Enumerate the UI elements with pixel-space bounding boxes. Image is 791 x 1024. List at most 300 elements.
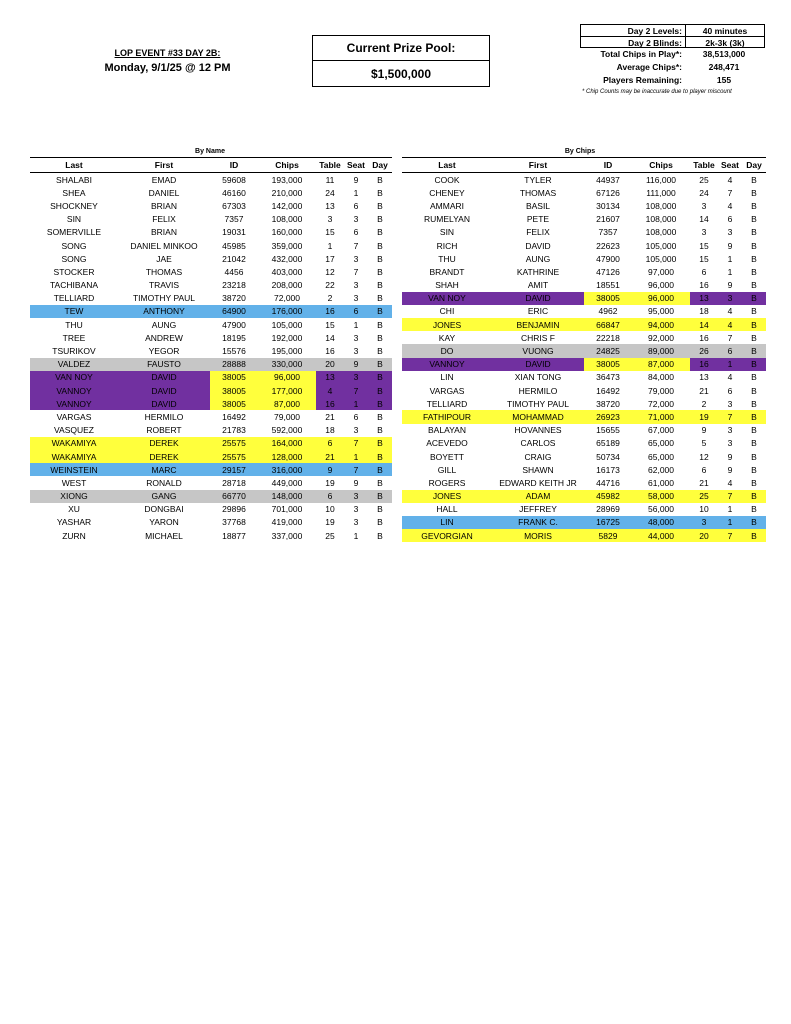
table-row	[30, 265, 392, 278]
cell-first: MORIS	[492, 529, 584, 542]
cell-id: 16725	[584, 516, 632, 529]
table-row	[30, 239, 392, 252]
cell-id: 7357	[224, 214, 244, 225]
cell-chips: 87,000	[258, 397, 316, 410]
cell-id: 7357	[598, 227, 618, 238]
table-row	[30, 186, 392, 199]
cell-last: DO	[402, 344, 492, 357]
cell-last: TELLIARD	[426, 398, 468, 409]
cell-day: B	[751, 227, 757, 238]
cell-seat: 9	[727, 451, 733, 462]
cell-last: CHI	[439, 306, 455, 317]
cell-chips: 79,000	[648, 385, 674, 396]
cell-day: B	[751, 214, 757, 225]
cell-table: 10	[325, 504, 335, 515]
cell-last: AMMARI	[430, 200, 464, 211]
cell-day: B	[377, 411, 383, 422]
cell-seat: 7	[353, 240, 359, 251]
cell-id: 59608	[222, 174, 246, 185]
cell-chips: 87,000	[632, 358, 690, 371]
cell-table: 13	[699, 372, 709, 383]
cell-chips: 108,000	[645, 227, 677, 238]
cell-id: 38005	[584, 292, 632, 305]
cell-seat: 3	[353, 293, 359, 304]
cell-id: 36473	[596, 372, 620, 383]
stat-row-total-chips	[580, 48, 766, 60]
cell-day: B	[368, 450, 392, 463]
cell-last: VAN NOY	[402, 292, 492, 305]
cell-last: TSURIKOV	[52, 346, 96, 357]
cell-first: FELIX	[152, 214, 176, 225]
cell-seat: 3	[353, 504, 359, 515]
cell-seat: 1	[727, 266, 733, 277]
cell-first: THOMAS	[145, 266, 183, 277]
cell-chips: 95,000	[648, 306, 674, 317]
table-row	[402, 384, 766, 397]
cell-day: B	[751, 372, 757, 383]
cell-first: JEFFREY	[519, 504, 557, 515]
cell-table: 6	[316, 437, 344, 450]
cell-last: SHALABI	[56, 174, 92, 185]
col-table: Table	[316, 158, 344, 173]
cell-last: ZURN	[62, 530, 86, 541]
cell-table: 1	[327, 240, 333, 251]
cell-chips: 94,000	[632, 318, 690, 331]
cell-table: 20	[316, 358, 344, 371]
cell-id: 4456	[224, 266, 244, 277]
cell-id: 66770	[210, 490, 258, 503]
table-row	[402, 476, 766, 489]
cell-table: 16	[699, 332, 709, 343]
cell-seat: 3	[353, 517, 359, 528]
stat-value: 40 minutes	[685, 24, 765, 36]
cell-seat: 1	[727, 253, 733, 264]
cell-seat: 6	[353, 200, 359, 211]
table-row	[30, 476, 392, 489]
cell-table: 16	[316, 397, 344, 410]
cell-table: 25	[325, 530, 335, 541]
cell-first: DEREK	[118, 450, 210, 463]
cell-chips: 111,000	[646, 187, 676, 198]
cell-last: JONES	[402, 490, 492, 503]
table-row	[30, 437, 392, 450]
cell-chips: 84,000	[648, 372, 674, 383]
chip-count-footnote: * Chip Counts may be inaccurate due to player miscount	[582, 89, 732, 95]
table-row	[30, 358, 392, 371]
cell-id: 46160	[222, 187, 246, 198]
cell-first: KATHRINE	[516, 266, 560, 277]
cell-first: TRAVIS	[148, 280, 180, 291]
cell-table: 21	[325, 411, 335, 422]
cell-table: 24	[699, 187, 709, 198]
cell-table: 3	[327, 214, 333, 225]
cell-table: 16	[699, 280, 709, 291]
cell-id: 21783	[222, 425, 246, 436]
cell-table: 5	[701, 438, 707, 449]
cell-last: VARGAS	[56, 411, 92, 422]
table-row	[402, 318, 766, 331]
cell-chips: 44,000	[632, 529, 690, 542]
table-row	[402, 424, 766, 437]
cell-seat: 1	[353, 319, 359, 330]
cell-last: TEW	[30, 305, 118, 318]
cell-first: YEGOR	[148, 346, 180, 357]
cell-chips: 116,000	[645, 174, 677, 185]
cell-first: PETE	[526, 214, 550, 225]
cell-table: 20	[690, 529, 718, 542]
cell-last: STOCKER	[53, 266, 95, 277]
cell-id: 24825	[584, 344, 632, 357]
cell-last: BOYETT	[429, 451, 464, 462]
stat-label: Average Chips*:	[616, 62, 682, 72]
cell-day: B	[368, 490, 392, 503]
col-id: ID	[210, 158, 258, 173]
cell-first: EMAD	[151, 174, 177, 185]
cell-seat: 9	[344, 358, 368, 371]
cell-table: 9	[316, 463, 344, 476]
cell-id: 44716	[596, 477, 620, 488]
cell-seat: 1	[344, 397, 368, 410]
cell-table: 13	[325, 200, 335, 211]
table-row	[402, 305, 766, 318]
cell-last: TELLIARD	[53, 293, 95, 304]
table-row	[30, 292, 392, 305]
cell-id: 4962	[598, 306, 618, 317]
table-row	[402, 252, 766, 265]
cell-day: B	[377, 187, 383, 198]
prize-pool-box	[312, 35, 490, 87]
cell-table: 21	[699, 477, 709, 488]
cell-first: JAE	[156, 253, 172, 264]
table-row	[30, 279, 392, 292]
cell-first: BASIL	[525, 200, 551, 211]
stat-row-players-remaining	[580, 74, 766, 86]
cell-table: 13	[316, 371, 344, 384]
cell-day: B	[368, 397, 392, 410]
cell-seat: 3	[353, 425, 359, 436]
cell-seat: 7	[718, 529, 742, 542]
cell-first: CARLOS	[520, 438, 556, 449]
table-row	[30, 199, 392, 212]
cell-first: MICHAEL	[145, 530, 183, 541]
cell-first: AUNG	[525, 253, 551, 264]
cell-day: B	[377, 346, 383, 357]
cell-last: GEVORGIAN	[402, 529, 492, 542]
cell-id: 47126	[596, 266, 620, 277]
cell-id: 22623	[596, 240, 620, 251]
cell-day: B	[742, 529, 766, 542]
cell-day: B	[368, 463, 392, 476]
table-row	[30, 397, 392, 410]
cell-chips: 449,000	[271, 477, 303, 488]
table-row	[402, 213, 766, 226]
cell-day: B	[751, 174, 757, 185]
prize-pool-label: Current Prize Pool:	[313, 36, 489, 61]
cell-table: 3	[701, 200, 707, 211]
cell-day: B	[742, 490, 766, 503]
cell-chips: 432,000	[271, 253, 303, 264]
cell-seat: 9	[727, 280, 733, 291]
table-row	[402, 226, 766, 239]
cell-last: KAY	[438, 332, 456, 343]
cell-last: SHAH	[435, 280, 459, 291]
cell-seat: 3	[727, 425, 733, 436]
cell-table: 6	[701, 266, 707, 277]
cell-table: 2	[327, 293, 333, 304]
table-row	[402, 490, 766, 503]
cell-seat: 3	[727, 227, 733, 238]
cell-id: 38005	[584, 358, 632, 371]
table-row	[30, 410, 392, 423]
table-row	[30, 450, 392, 463]
cell-table: 16	[325, 346, 335, 357]
cell-day: B	[742, 318, 766, 331]
cell-last: YASHAR	[56, 517, 92, 528]
cell-first: HERMILO	[144, 411, 184, 422]
table-row	[402, 199, 766, 212]
table-row	[402, 239, 766, 252]
cell-first: FAUSTO	[118, 358, 210, 371]
cell-first: ADAM	[492, 490, 584, 503]
cell-last: SOMERVILLE	[46, 227, 102, 238]
table-row	[30, 424, 392, 437]
by-name-table	[30, 157, 392, 542]
cell-table: 26	[690, 344, 718, 357]
cell-chips: 72,000	[648, 398, 674, 409]
cell-first: DEREK	[118, 437, 210, 450]
cell-seat: 3	[727, 398, 733, 409]
cell-last: GILL	[437, 464, 457, 475]
cell-first: HOVANNES	[514, 425, 562, 436]
cell-chips: 128,000	[258, 450, 316, 463]
cell-chips: 92,000	[648, 332, 674, 343]
cell-table: 12	[325, 266, 335, 277]
cell-first: MARC	[118, 463, 210, 476]
tournament-stats	[580, 24, 766, 95]
table-row	[402, 516, 766, 529]
event-date: Monday, 9/1/25 @ 12 PM	[104, 62, 231, 74]
cell-chips: 330,000	[258, 358, 316, 371]
cell-first: FELIX	[526, 227, 550, 238]
cell-first: BRIAN	[151, 227, 177, 238]
cell-id: 28969	[596, 504, 620, 515]
cell-day: B	[377, 319, 383, 330]
col-seat: Seat	[344, 158, 368, 173]
cell-seat: 6	[344, 305, 368, 318]
table-row	[402, 173, 766, 187]
cell-id: 65189	[596, 438, 620, 449]
cell-first: AMIT	[527, 280, 549, 291]
cell-first: FRANK C.	[492, 516, 584, 529]
prize-pool-value: $1,500,000	[370, 67, 432, 81]
cell-seat: 9	[727, 464, 733, 475]
cell-day: B	[751, 477, 757, 488]
cell-day: B	[377, 240, 383, 251]
col-first: First	[492, 158, 584, 173]
by-chips-table	[402, 157, 766, 542]
cell-table: 6	[701, 464, 707, 475]
cell-chips: 337,000	[271, 530, 303, 541]
cell-day: B	[377, 227, 383, 238]
cell-chips: 58,000	[632, 490, 690, 503]
cell-last: JONES	[402, 318, 492, 331]
cell-table: 18	[699, 306, 709, 317]
cell-table: 15	[325, 227, 335, 238]
cell-id: 16492	[222, 411, 246, 422]
cell-day: B	[377, 332, 383, 343]
cell-id: 45982	[584, 490, 632, 503]
cell-day: B	[751, 306, 757, 317]
cell-day: B	[742, 344, 766, 357]
cell-table: 22	[325, 280, 335, 291]
cell-last: VANNOY	[30, 384, 118, 397]
cell-last: THU	[65, 319, 83, 330]
table-row	[30, 226, 392, 239]
table-row	[402, 529, 766, 542]
cell-first: RONALD	[146, 477, 182, 488]
cell-day: B	[377, 266, 383, 277]
cell-chips: 192,000	[271, 332, 303, 343]
cell-seat: 7	[727, 332, 733, 343]
cell-seat: 7	[727, 187, 733, 198]
cell-id: 29896	[222, 504, 246, 515]
table-row	[402, 344, 766, 357]
stat-value: 155	[716, 75, 732, 85]
cell-chips: 96,000	[632, 292, 690, 305]
table-row	[30, 318, 392, 331]
cell-table: 19	[690, 410, 718, 423]
cell-id: 38005	[210, 384, 258, 397]
cell-id: 38720	[596, 398, 620, 409]
col-chips: Chips	[258, 158, 316, 173]
event-title: LOP EVENT #33 DAY 2B:	[114, 48, 221, 58]
cell-first: ROBERT	[146, 425, 182, 436]
table-row	[402, 265, 766, 278]
cell-table: 10	[699, 504, 709, 515]
cell-table: 3	[690, 516, 718, 529]
col-id: ID	[584, 158, 632, 173]
cell-last: RUMELYAN	[424, 214, 470, 225]
cell-last: FATHIPOUR	[402, 410, 492, 423]
table-row	[30, 384, 392, 397]
cell-chips: 148,000	[258, 490, 316, 503]
cell-day: B	[368, 305, 392, 318]
cell-table: 25	[699, 174, 709, 185]
cell-id: 25575	[210, 437, 258, 450]
cell-chips: 701,000	[271, 504, 303, 515]
cell-table: 3	[701, 227, 707, 238]
cell-chips: 56,000	[648, 504, 674, 515]
cell-last: SHEA	[62, 187, 86, 198]
cell-table: 12	[699, 451, 709, 462]
col-seat: Seat	[718, 158, 742, 173]
cell-chips: 71,000	[632, 410, 690, 423]
cell-table: 2	[701, 398, 707, 409]
cell-last: RICH	[436, 240, 458, 251]
cell-id: 29157	[210, 463, 258, 476]
cell-seat: 1	[353, 187, 359, 198]
cell-first: DAVID	[492, 358, 584, 371]
cell-table: 11	[325, 174, 335, 185]
cell-id: 38005	[210, 397, 258, 410]
cell-day: B	[377, 214, 383, 225]
cell-first: XIAN TONG	[514, 372, 562, 383]
cell-seat: 7	[718, 410, 742, 423]
cell-last: LIN	[402, 516, 492, 529]
cell-seat: 4	[727, 372, 733, 383]
table-row	[30, 252, 392, 265]
cell-id: 21042	[222, 253, 246, 264]
cell-id: 44937	[596, 174, 620, 185]
cell-last: TACHIBANA	[49, 280, 99, 291]
cell-seat: 3	[353, 280, 359, 291]
cell-last: VANNOY	[30, 397, 118, 410]
cell-day: B	[377, 280, 383, 291]
cell-day: B	[742, 358, 766, 371]
cell-chips: 359,000	[271, 240, 303, 251]
cell-last: VANNOY	[402, 358, 492, 371]
header-row	[402, 158, 766, 173]
cell-seat: 3	[353, 332, 359, 343]
stat-label: Day 2 Levels:	[580, 24, 685, 36]
stat-value: 2k-3k (3k)	[685, 36, 765, 48]
table-row	[402, 437, 766, 450]
cell-chips: 79,000	[274, 411, 300, 422]
cell-seat: 7	[718, 490, 742, 503]
cell-first: ANTHONY	[118, 305, 210, 318]
table-row	[402, 397, 766, 410]
cell-first: DAVID	[492, 292, 584, 305]
header-row	[30, 158, 392, 173]
cell-day: B	[751, 280, 757, 291]
cell-day: B	[751, 187, 757, 198]
cell-day: B	[368, 371, 392, 384]
cell-table: 14	[699, 214, 709, 225]
cell-day: B	[751, 504, 757, 515]
cell-day: B	[377, 200, 383, 211]
cell-chips: 108,000	[645, 214, 677, 225]
cell-seat: 9	[353, 174, 359, 185]
stat-label: Players Remaining:	[603, 75, 682, 85]
cell-last: XU	[68, 504, 80, 515]
cell-chips: 108,000	[271, 214, 303, 225]
cell-day: B	[377, 425, 383, 436]
cell-table: 15	[325, 319, 335, 330]
table-row	[402, 331, 766, 344]
cell-first: HERMILO	[518, 385, 558, 396]
cell-last: VALDEZ	[30, 358, 118, 371]
cell-id: 67303	[222, 200, 246, 211]
cell-seat: 1	[353, 530, 359, 541]
cell-last: THU	[438, 253, 456, 264]
cell-day: B	[751, 398, 757, 409]
cell-seat: 3	[344, 490, 368, 503]
cell-seat: 1	[344, 450, 368, 463]
cell-first: DANIEL	[148, 187, 180, 198]
cell-first: VUONG	[492, 344, 584, 357]
col-chips: Chips	[632, 158, 690, 173]
cell-id: 5829	[584, 529, 632, 542]
cell-id: 64900	[210, 305, 258, 318]
cell-last: ACEVEDO	[426, 438, 468, 449]
cell-seat: 6	[353, 227, 359, 238]
cell-chips: 160,000	[271, 227, 303, 238]
cell-last: WAKAMIYA	[30, 450, 118, 463]
cell-id: 66847	[584, 318, 632, 331]
cell-day: B	[751, 425, 757, 436]
cell-first: ANDREW	[145, 332, 183, 343]
cell-chips: 419,000	[271, 517, 303, 528]
